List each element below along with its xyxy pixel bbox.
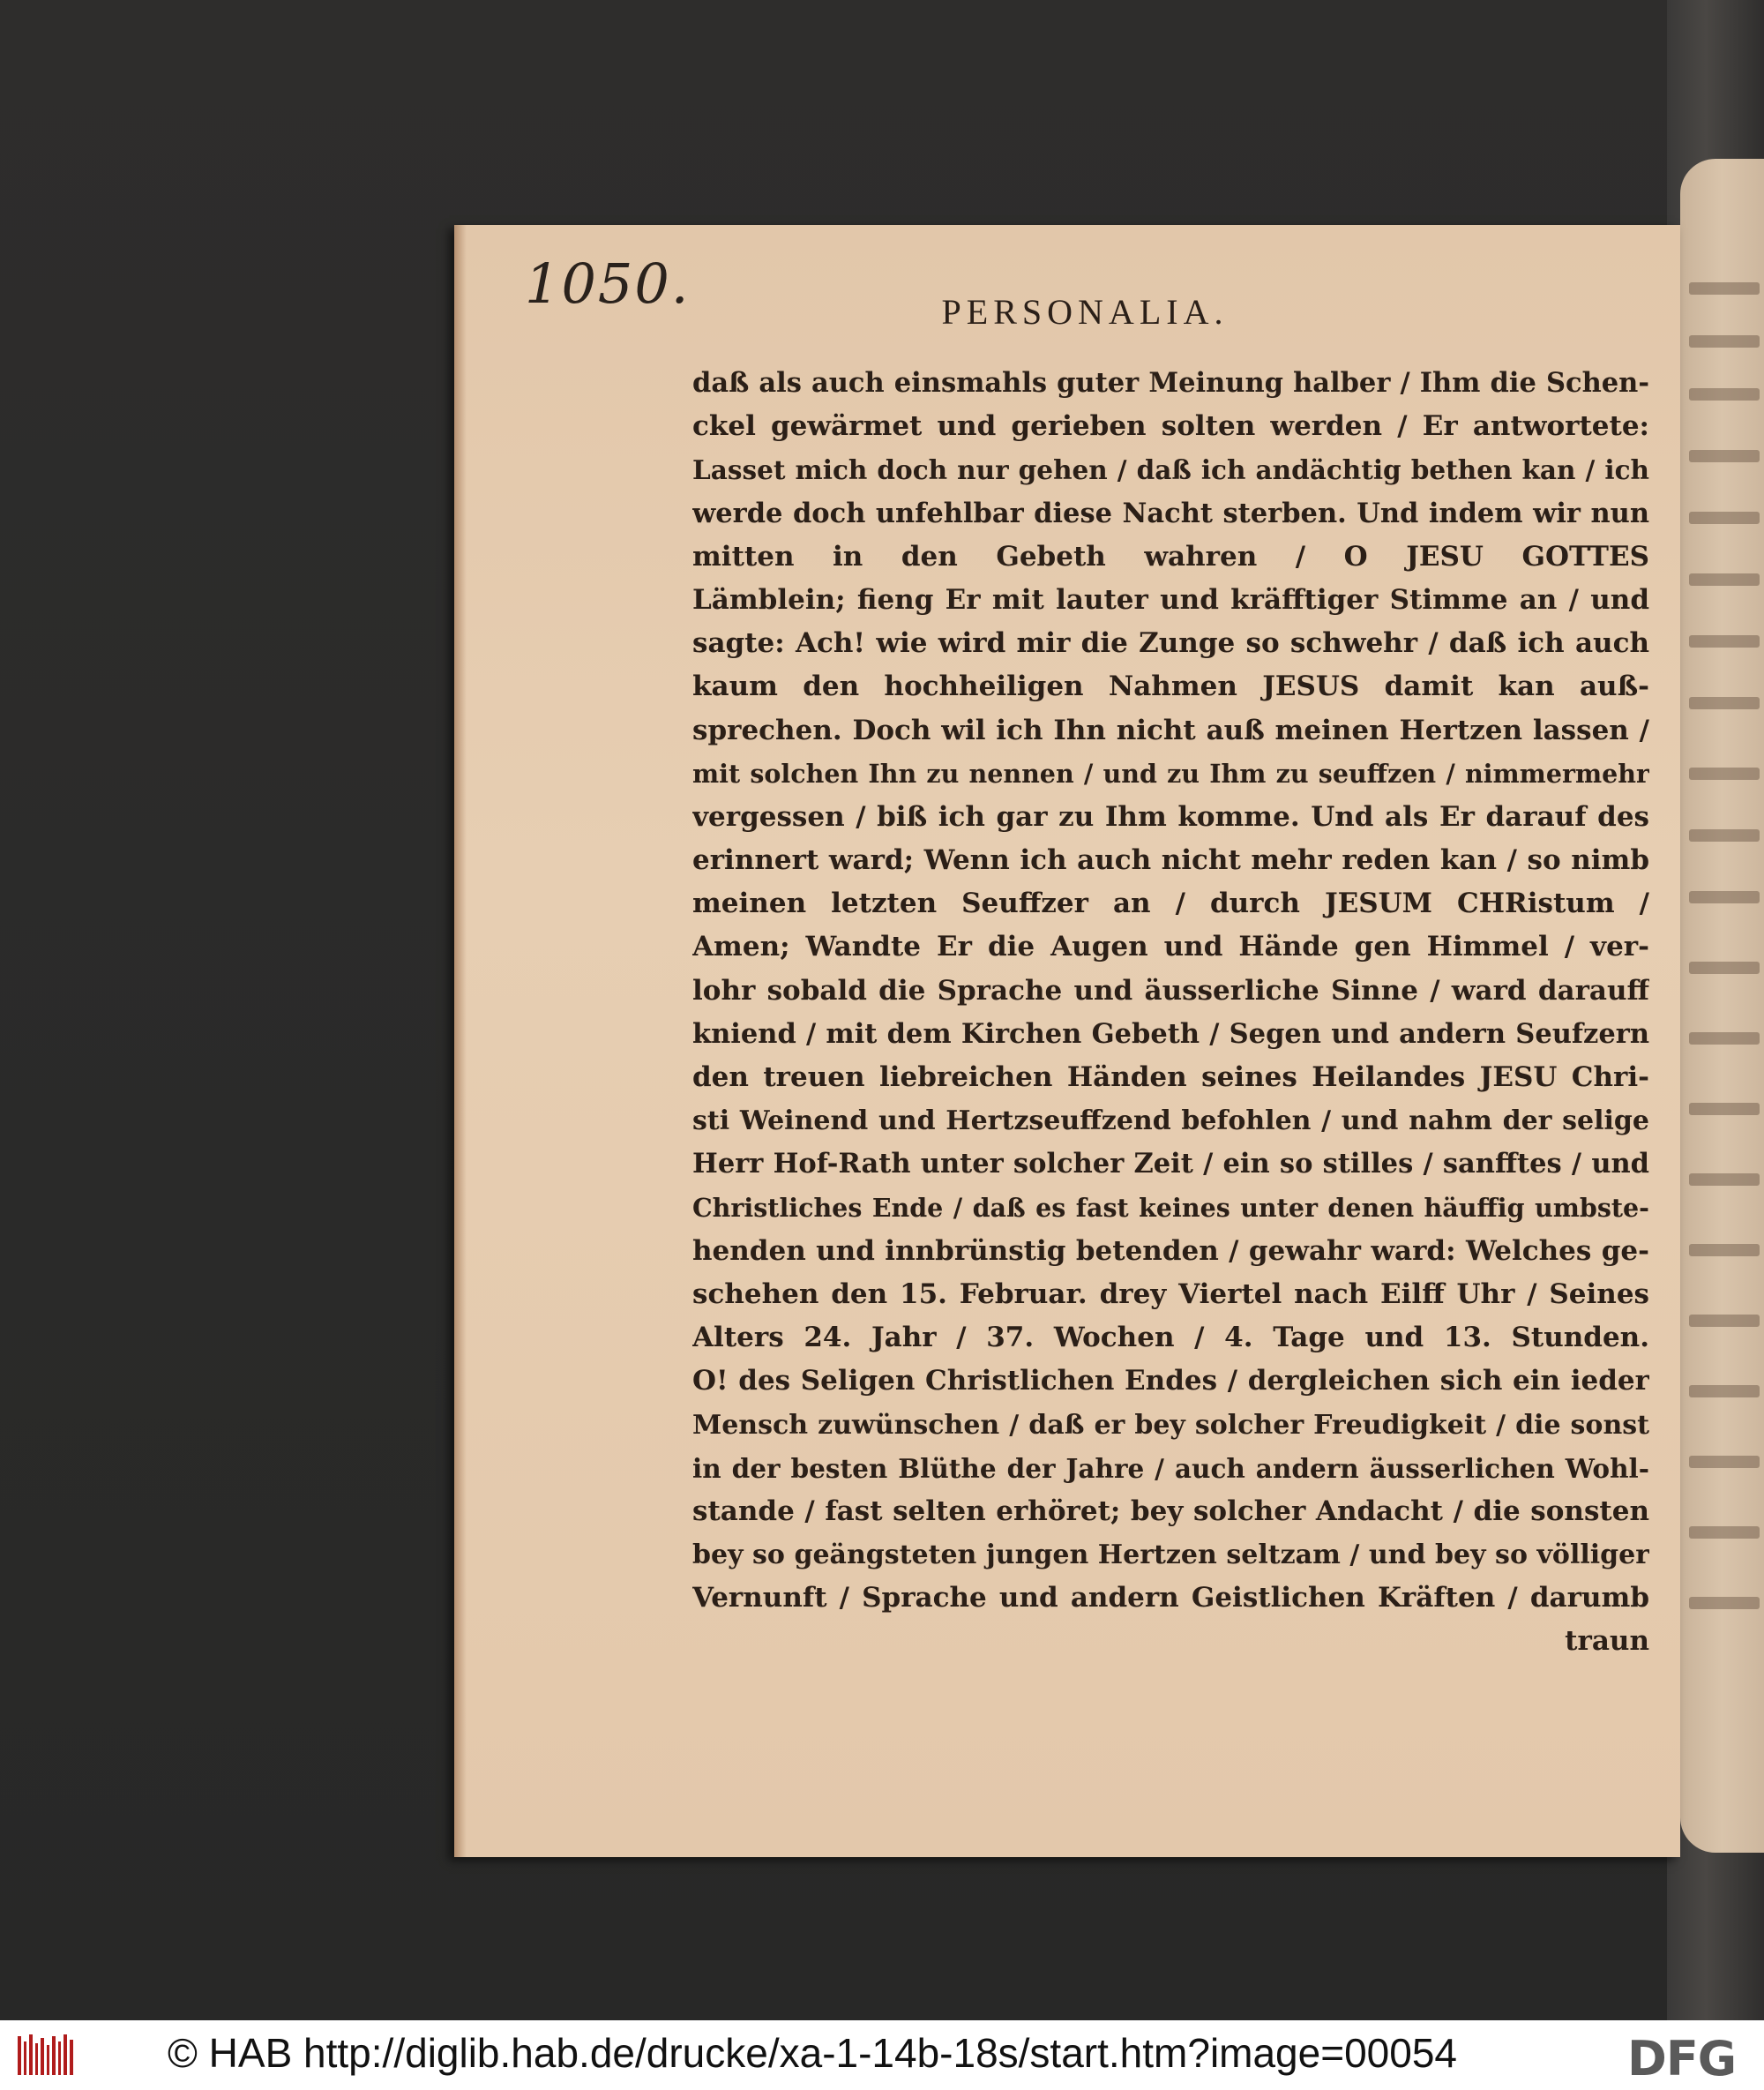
text-line: den treuen liebreichen Händen seines Heilandes JESU Chri- xyxy=(692,1061,1649,1093)
book-page xyxy=(454,225,1680,1857)
text-line: stande / fast selten erhöret; bey solcher Andacht / die sonsten xyxy=(692,1494,1649,1527)
text-line: sagte: Ach! wie wird mir die Zunge so schwehr / daß ich auch xyxy=(692,627,1649,660)
text-line: mitten in den Gebeth wahren / O JESU GOTTES xyxy=(692,540,1649,573)
text-line: Amen; Wandte Er die Augen und Hände gen Himmel / ver- xyxy=(692,931,1649,963)
text-line: henden und innbrünstig betenden / gewahr ward: Welches ge- xyxy=(692,1234,1649,1267)
running-head: PERSONALIA. xyxy=(941,292,1229,332)
text-line: in der besten Blüthe der Jahre / auch andern äusserlichen Wohl- xyxy=(692,1452,1649,1484)
text-line: mit solchen Ihn zu nennen / und zu Ihm zu seuffzen / nimmermehr xyxy=(692,758,1649,789)
facing-page-edge xyxy=(1680,159,1764,1853)
text-line: kniend / mit dem Kirchen Gebeth / Segen und andern Seufzern xyxy=(692,1017,1649,1050)
hab-barcode-logo-icon xyxy=(16,2033,78,2079)
text-line: Vernunft / Sprache und andern Geistlichen Kräften / darumb xyxy=(692,1582,1649,1614)
text-line: Christliches Ende / daß es fast keines unter denen häuffig umbste- xyxy=(692,1192,1649,1223)
body-text xyxy=(692,362,1649,1664)
text-line: sti Weinend und Hertzseuffzend befohlen / und nahm der selige xyxy=(692,1105,1649,1137)
footer-bar xyxy=(0,2020,1764,2090)
catchword: traun xyxy=(1565,1625,1649,1658)
text-line: Herr Hof-Rath unter solcher Zeit / ein so stilles / sanfftes / und xyxy=(692,1148,1649,1180)
text-line: O! des Seligen Christlichen Endes / dergleichen sich ein ieder xyxy=(692,1365,1649,1397)
text-line: Alters 24. Jahr / 37. Wochen / 4. Tage und 13. Stunden. xyxy=(692,1322,1649,1354)
text-line: Mensch zuwünschen / daß er bey solcher Freudigkeit / die sonst xyxy=(692,1409,1649,1441)
text-line: lohr sobald die Sprache und äusserliche Sinne / ward darauff xyxy=(692,974,1649,1007)
text-line: schehen den 15. Februar. drey Viertel nach Eilff Uhr / Seines xyxy=(692,1277,1649,1310)
text-line: ckel gewärmet und gerieben solten werden / Er antwortete: xyxy=(692,410,1649,443)
text-line: sprechen. Doch wil ich Ihn nicht auß meinen Hertzen lassen / xyxy=(692,714,1649,746)
text-line: daß als auch einsmahls guter Meinung halber / Ihm die Schen- xyxy=(692,367,1649,399)
dfg-logo: DFG xyxy=(1627,2031,1737,2086)
text-line: werde doch unfehlbar diese Nacht sterben. Und indem wir nun xyxy=(692,497,1649,529)
copyright-url[interactable]: © HAB http://diglib.hab.de/drucke/xa-1-14b-18s/start.htm?image=00054 xyxy=(168,2030,1458,2076)
text-line: meinen letzten Seuffzer an / durch JESUM CHRistum / xyxy=(692,888,1649,920)
text-line: vergessen / biß ich gar zu Ihm komme. Und als Er darauf des xyxy=(692,800,1649,833)
text-line: Lämblein; fieng Er mit lauter und kräfftiger Stimme an / und xyxy=(692,583,1649,616)
text-line: Lasset mich doch nur gehen / daß ich andächtig bethen kan / ich xyxy=(692,454,1649,486)
page-number: 1050. xyxy=(525,251,691,316)
text-line: erinnert ward; Wenn ich auch nicht mehr reden kan / so nimb xyxy=(692,844,1649,877)
text-line: kaum den hochheiligen Nahmen JESUS damit kan auß- xyxy=(692,670,1649,703)
text-line: bey so geängsteten jungen Hertzen seltzam / und bey so völliger xyxy=(692,1539,1649,1571)
